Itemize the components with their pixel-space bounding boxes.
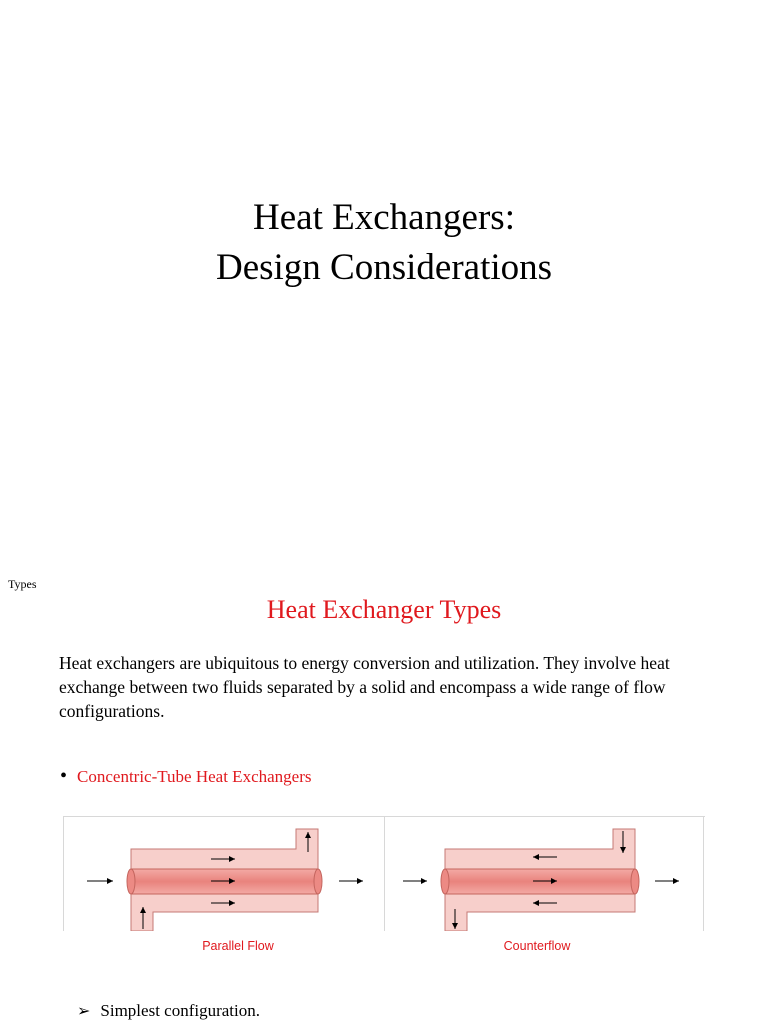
caption-counterflow: Counterflow [503,939,571,953]
bullet-dot: • [60,765,68,787]
title-line-1: Heat Exchangers: [253,197,515,238]
concentric-tube-diagram [63,816,705,931]
sub-bullet [77,1001,260,1021]
caption-parallel-flow: Parallel Flow [202,939,274,953]
flow-diagram-svg [63,817,705,931]
slide-title [0,193,768,293]
sub-bullet-text: Simplest configuration. [100,1001,260,1020]
counterflow-exchanger [403,829,679,931]
title-line-2: Design Considerations [215,247,553,288]
bullet-text: Concentric-Tube Heat Exchangers [77,767,312,786]
arrow-bullet-icon: ➢ [77,1001,91,1020]
intro-paragraph: Heat exchangers are ubiquitous to energy conversion and utilization. They involve heat exchange between two fluids separated by a solid and encompass a wide range of flow configurations. [59,653,670,721]
section-heading: Heat Exchanger Types [266,595,502,624]
bullet-concentric-tube [60,765,311,788]
parallel-flow-exchanger [87,829,363,931]
slide-label: Types [8,577,37,591]
